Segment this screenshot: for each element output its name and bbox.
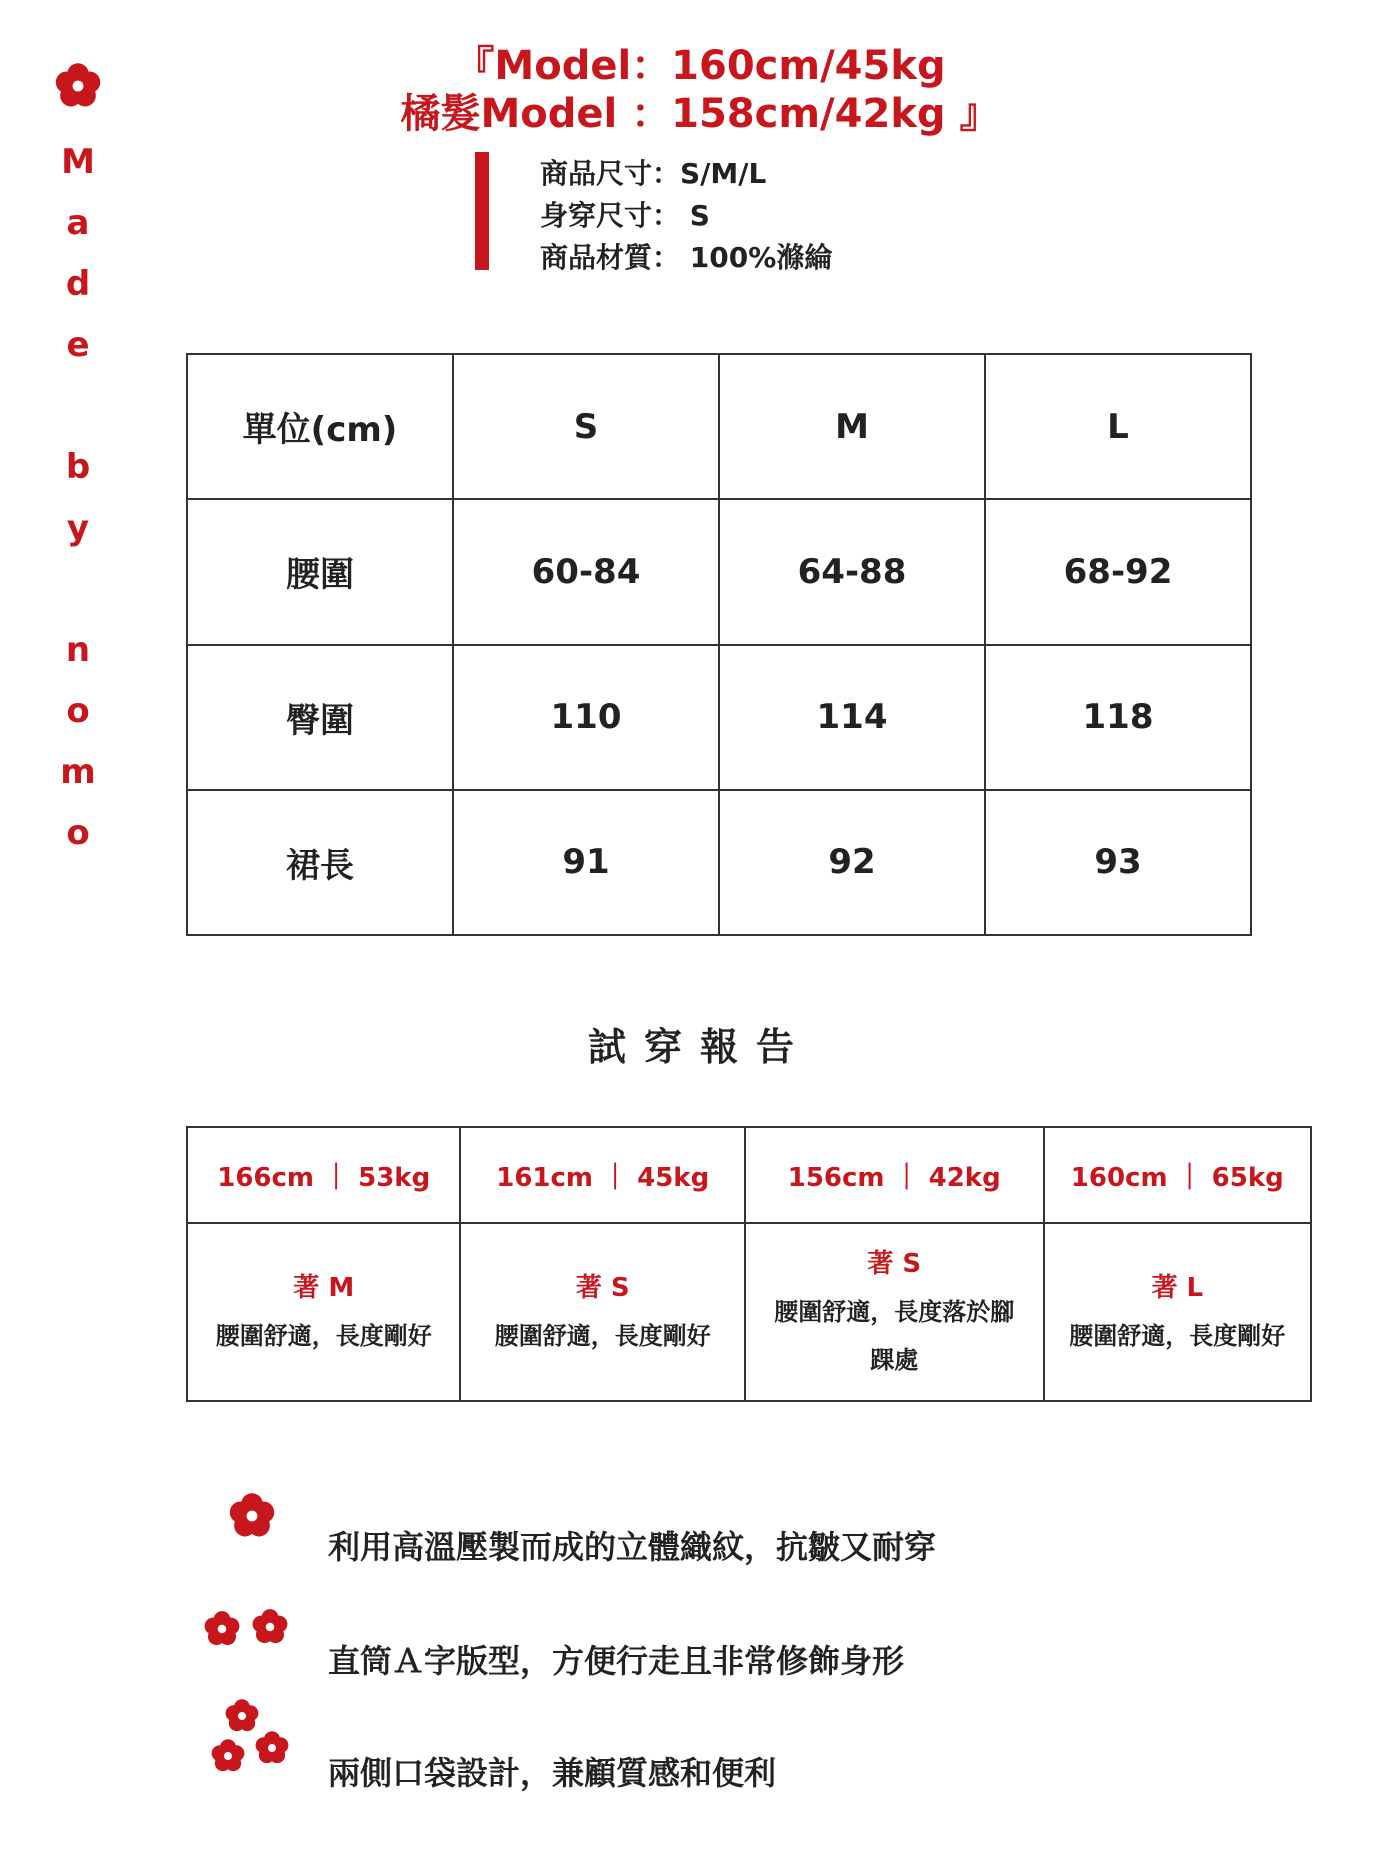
feature-item: 利用高溫壓製而成的立體織紋，抗皺又耐穿 <box>328 1528 937 1566</box>
header-cell: S <box>453 354 719 499</box>
worn-size: 著 S <box>867 1249 922 1279</box>
table-row <box>187 645 1251 790</box>
vertical-brand <box>50 60 106 864</box>
header-cell: M <box>719 354 985 499</box>
row-label: 裙長 <box>187 790 453 935</box>
table-cell: 64-88 <box>719 499 985 644</box>
table-cell: 93 <box>985 790 1251 935</box>
fit-comment-continued: 踝處 <box>870 1346 919 1374</box>
row-label: 腰圍 <box>187 499 453 644</box>
brand-letter: n <box>65 630 91 670</box>
brand-letter: M <box>61 142 95 182</box>
brand-gap <box>50 559 106 620</box>
table-cell: 68-92 <box>985 499 1251 644</box>
fitting-report-table <box>186 1126 1312 1402</box>
table-row <box>187 790 1251 935</box>
brand-letter: d <box>65 264 91 304</box>
brand-letter: a <box>66 203 90 243</box>
fit-comment: 腰圍舒適，長度落於腳 <box>774 1298 1015 1326</box>
fit-comment: 腰圍舒適，長度剛好 <box>494 1322 711 1350</box>
table-cell: 92 <box>719 790 985 935</box>
report-cell <box>187 1223 460 1401</box>
tester-measurements: 160cm ｜ 65kg <box>1044 1127 1312 1223</box>
double-flower-icon <box>200 1606 294 1652</box>
feature-item: 兩側口袋設計，兼顧質感和便利 <box>328 1754 777 1792</box>
row-label: 臀圍 <box>187 645 453 790</box>
brand-letter: m <box>60 752 96 792</box>
fit-comment: 腰圍舒適，長度剛好 <box>1069 1322 1286 1350</box>
feature-item: 直筒Ａ字版型，方便行走且非常修飾身形 <box>328 1642 905 1680</box>
spec-material: 商品材質： 100%滌綸 <box>540 241 833 274</box>
fit-comment: 腰圍舒適，長度剛好 <box>215 1322 432 1350</box>
brand-gap <box>50 376 106 437</box>
brand-letter: o <box>66 813 90 853</box>
report-cell <box>460 1223 745 1401</box>
worn-size: 著 M <box>293 1273 355 1303</box>
spec-wear-size: 身穿尺寸： S <box>540 199 710 232</box>
triple-flower-icon <box>206 1694 296 1780</box>
flower-icon <box>52 60 104 112</box>
report-cell <box>745 1223 1044 1401</box>
header-cell: 單位(cm) <box>187 354 453 499</box>
size-table-header <box>187 354 1251 499</box>
spec-size: 商品尺寸：S/M/L <box>540 157 767 190</box>
table-cell: 91 <box>453 790 719 935</box>
report-cell <box>1044 1223 1312 1401</box>
report-body-row <box>187 1223 1311 1401</box>
worn-size: 著 L <box>1151 1273 1204 1303</box>
tester-measurements: 156cm ｜ 42kg <box>745 1127 1044 1223</box>
tester-measurements: 161cm ｜ 45kg <box>460 1127 745 1223</box>
tester-measurements: 166cm ｜ 53kg <box>187 1127 460 1223</box>
brand-letter: e <box>66 325 90 365</box>
brand-letter: y <box>66 508 90 548</box>
worn-size: 著 S <box>575 1273 630 1303</box>
table-cell: 118 <box>985 645 1251 790</box>
model-info-line1: 『Model：160cm/45kg <box>454 43 946 89</box>
model-info-line2: 橘髮Model ：158cm/42kg 』 <box>400 91 1000 137</box>
brand-letter: o <box>66 691 90 731</box>
header-cell: L <box>985 354 1251 499</box>
flower-icon <box>226 1490 278 1542</box>
table-cell: 60-84 <box>453 499 719 644</box>
table-row <box>187 499 1251 644</box>
report-title: 試穿報告 <box>587 1025 812 1069</box>
table-cell: 114 <box>719 645 985 790</box>
report-header-row <box>187 1127 1311 1223</box>
size-table <box>186 353 1252 936</box>
table-cell: 110 <box>453 645 719 790</box>
spec-accent-bar <box>475 152 489 270</box>
brand-letter: b <box>65 447 91 487</box>
